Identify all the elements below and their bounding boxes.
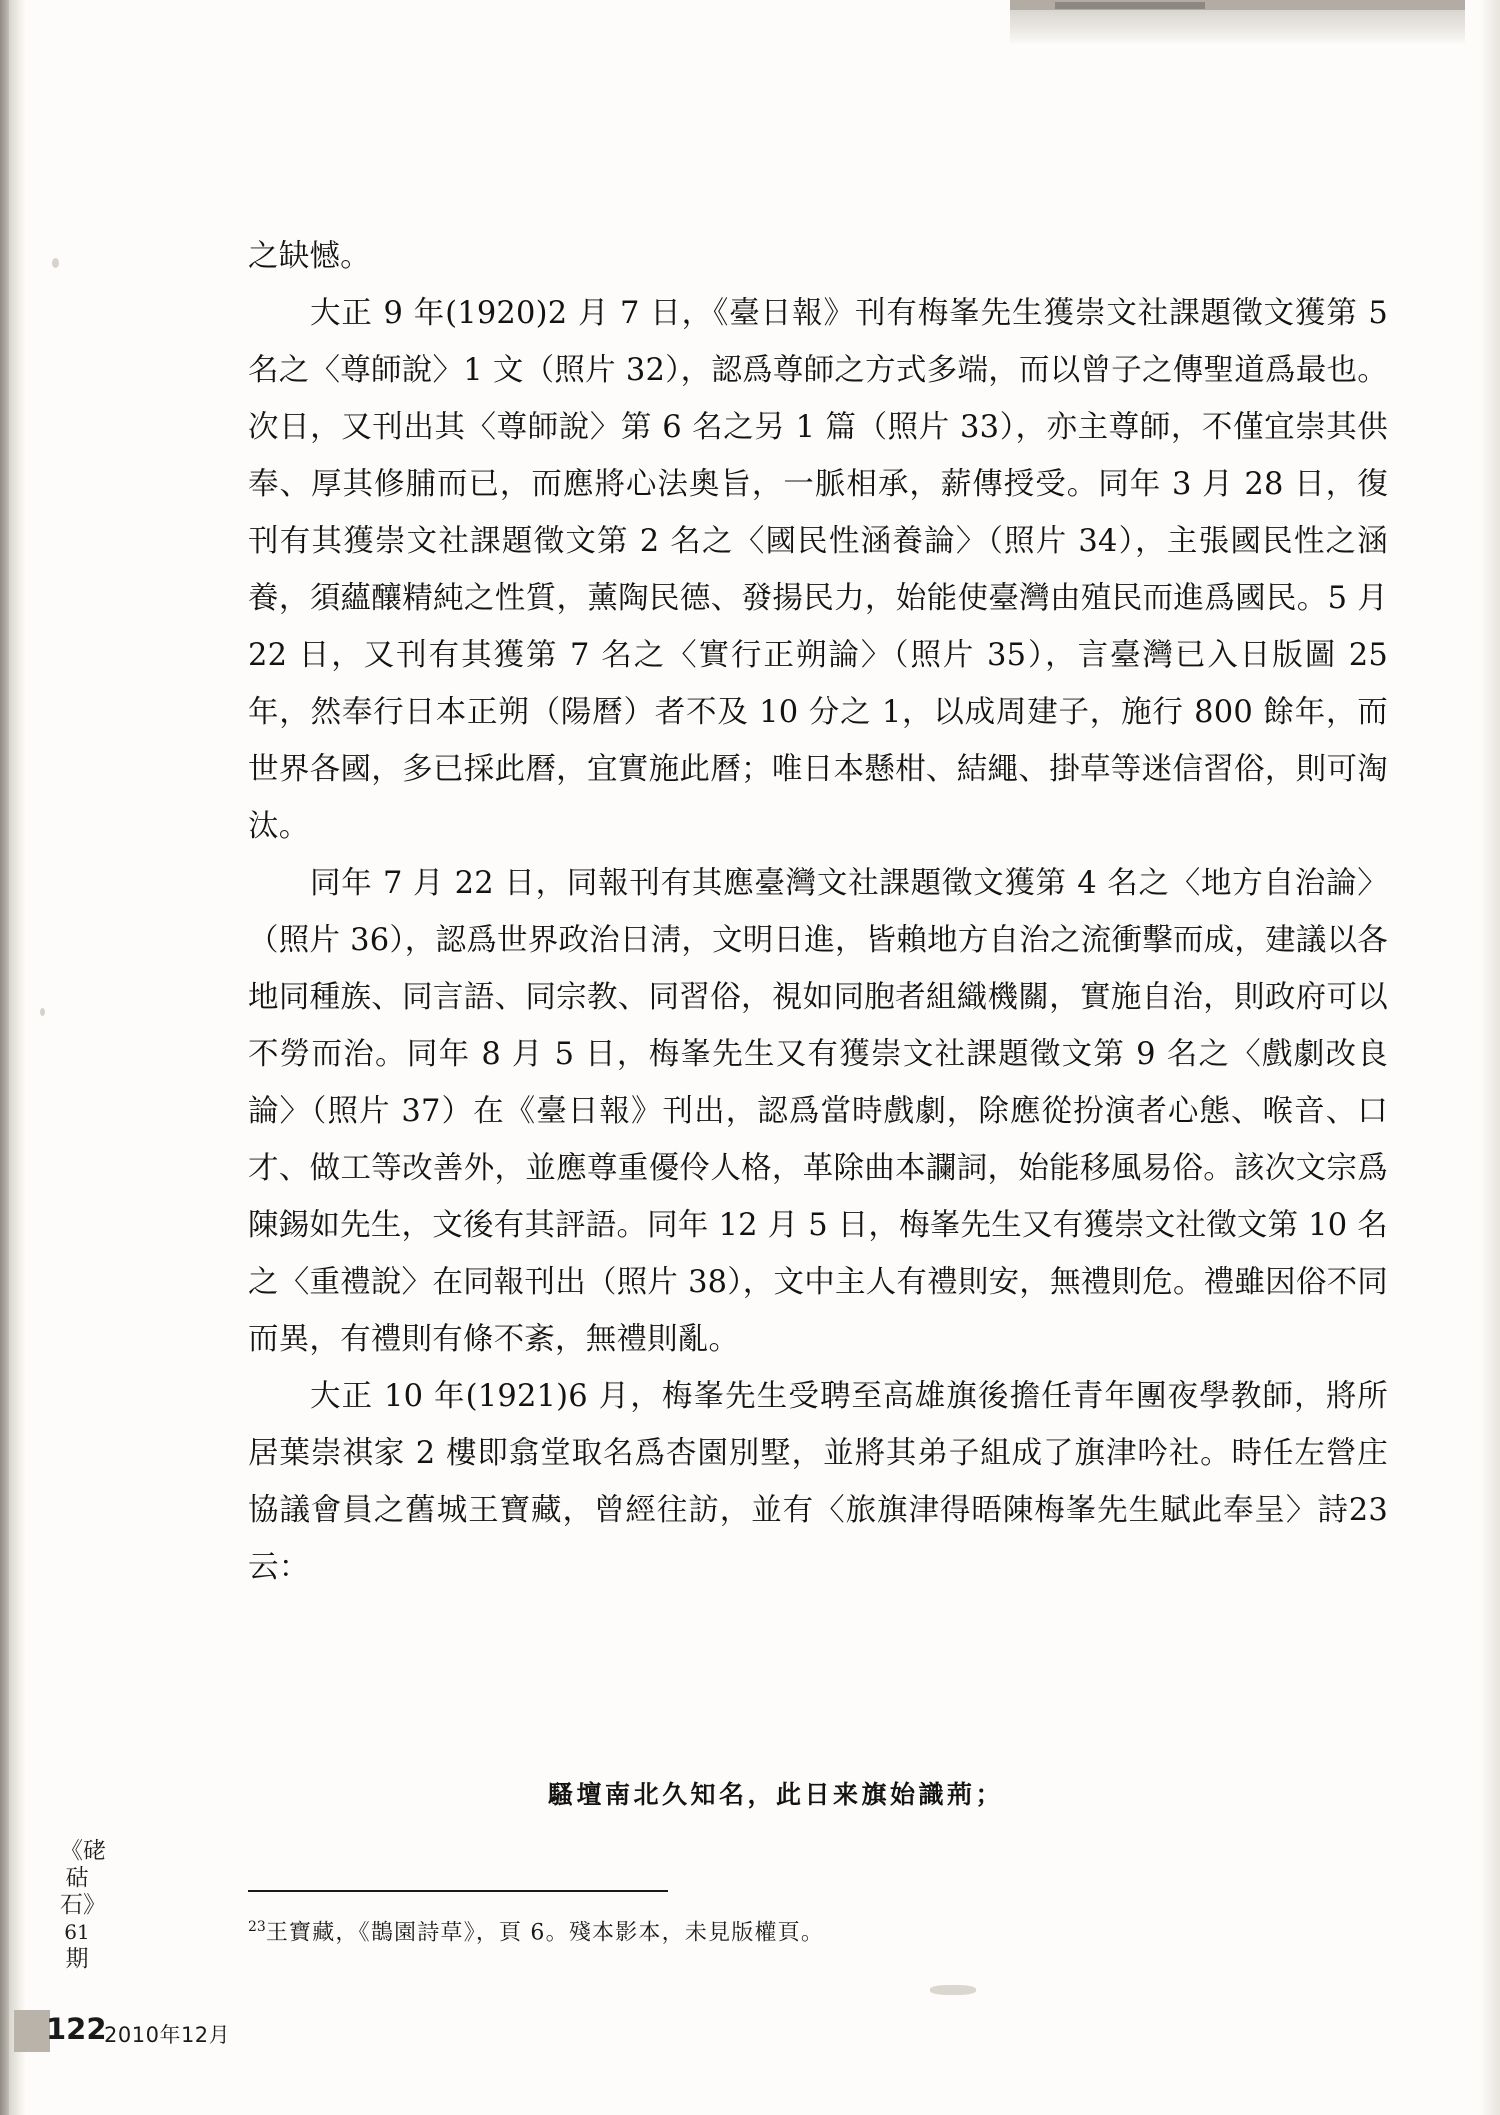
journal-issue-unit: 期 xyxy=(65,1946,89,1972)
scan-right-edge-shadow xyxy=(1480,0,1500,2115)
journal-title-text: 《硓𥑮石》 xyxy=(60,1838,106,1918)
paragraph-1: 大正 9 年(1920)2 月 7 日，《臺日報》刊有梅峯先生獲崇文社課題徵文獲第 5 名之〈尊師說〉1 文（照片 32），認爲尊師之方式多端，而以曾子之傳聖道爲最也。次日，又刊出其〈尊師說〉第 6 名之另 1 篇（照片 33），亦主尊師，不僅宜崇其供奉、厚其修脯而已，而應將心法奧旨，一脈相承，薪傳授受。同年 3 月 28 日，復刊有其獲崇文社課題徵文第 2 名之〈國民性涵養論〉（照片 34），主張國民性之涵養，須蘊釀精純之性質，薰陶民德、發揚民力，始能使臺灣由殖民而進爲國民。5 月 22 日，又刊有其獲第 7 名之〈實行正朔論〉（照片 35），言臺灣已入日版圖 25 年，然奉行日本正朔（陽曆）者不及 10 分之 1，以成周建子，施行 800 餘年，而世界各國，多已採此曆，宜實施此曆；唯日本懸柑、結繩、掛草等迷信習俗，則可淘汰。 xyxy=(248,296,1388,844)
footnote-marker: 23 xyxy=(248,1919,266,1935)
paragraph-2: 同年 7 月 22 日，同報刊有其應臺灣文社課題徵文獲第 4 名之〈地方自治論〉（照片 36），認爲世界政治日淸，文明日進，皆賴地方自治之流衝擊而成，建議以各地同種族、同言語、同宗教、同習俗，視如同胞者組織機關，實施自治，則政府可以不勞而治。同年 8 月 5 日，梅峯先生又有獲崇文社課題徵文第 9 名之〈戲劇改良論〉（照片 37）在《臺日報》刊出，認爲當時戲劇，除應從扮演者心態、喉音、口才、做工等改善外，並應尊重優伶人格，革除曲本讕詞，始能移風易俗。該次文宗爲陳錫如先生，文後有其評語。同年 12 月 5 日，梅峯先生又有獲崇文社徵文第 10 名之〈重禮說〉在同報刊出（照片 38），文中主人有禮則安，無禮則危。禮雖因俗不同而異，有禮則有條不紊，無禮則亂。 xyxy=(248,866,1388,1357)
page-number: 122 xyxy=(46,2012,107,2046)
footnote-text: 王寶藏，《鵲園詩草》，頁 6。殘本影本，未見版權頁。 xyxy=(265,1920,825,1946)
paper-speck xyxy=(40,1008,45,1016)
footer-accent-bar xyxy=(14,2010,50,2052)
quoted-poem-line: 騷壇南北久知名，此日来旗始識荊； xyxy=(548,1780,1005,1809)
document-text-column xyxy=(248,228,1388,1596)
paper-speck xyxy=(52,258,59,268)
footnote-entry xyxy=(248,1910,1248,1950)
scan-left-edge-dark xyxy=(0,0,9,2115)
issue-date: 2010年12月 xyxy=(104,2023,231,2047)
paragraph-3: 大正 10 年(1921)6 月，梅峯先生受聘至高雄旗後擔任青年團夜學教師，將所居葉崇祺家 2 樓即翕堂取名爲杏園別墅，並將其弟子組成了旗津吟社。時任左營庄協議會員之舊城王寶藏，曾經往訪，並有〈旅旗津得晤陳梅峯先生賦此奉呈〉詩23云： xyxy=(248,1379,1388,1585)
paper-smudge xyxy=(930,1985,976,1995)
scan-top-speck xyxy=(1055,2,1205,9)
footnote-separator-rule xyxy=(248,1890,668,1892)
margin-journal-title xyxy=(60,1838,106,1973)
journal-issue-number: 61 xyxy=(64,1920,90,1944)
paragraph-0: 之缺憾。 xyxy=(248,239,371,274)
